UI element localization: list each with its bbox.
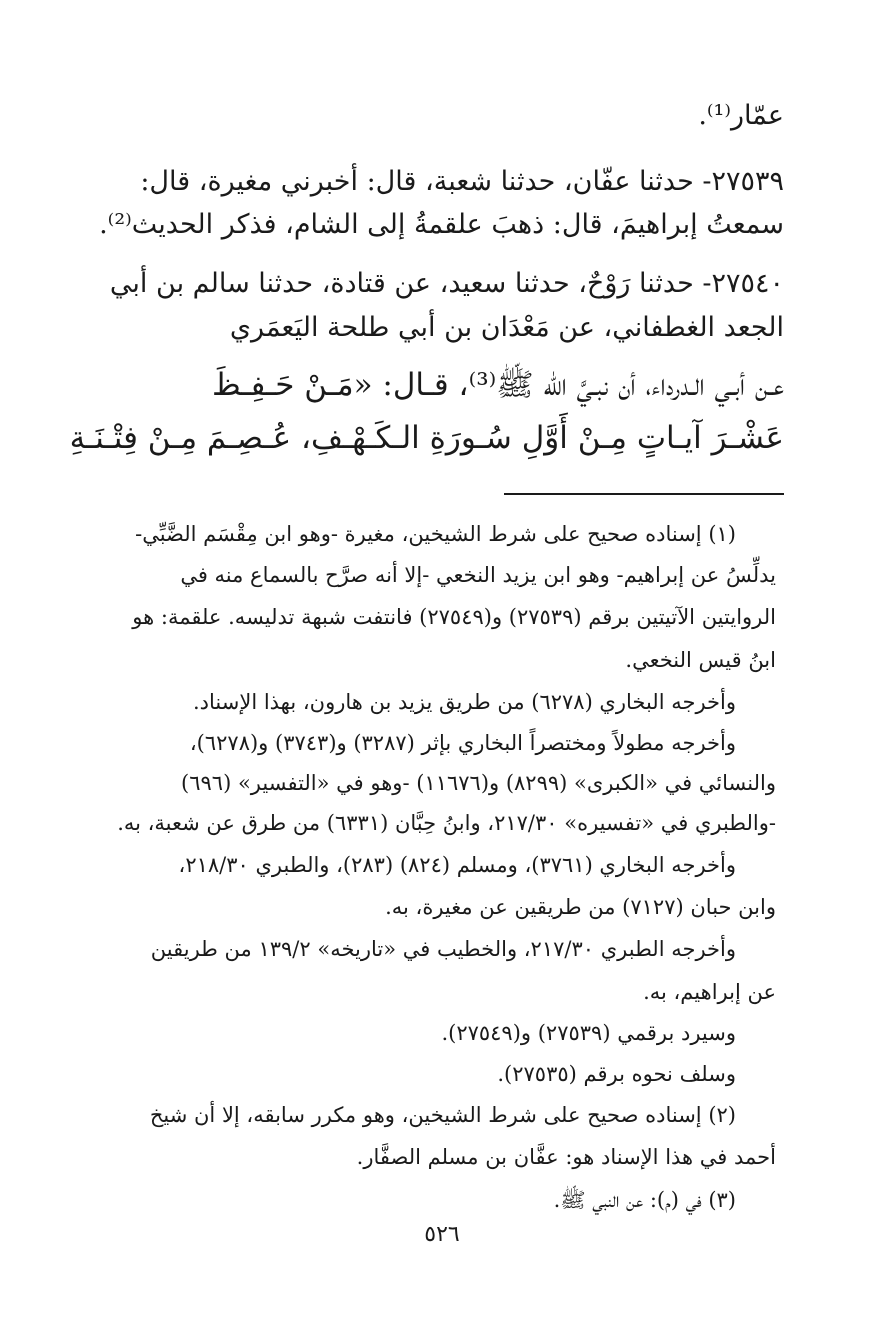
text-line: عمّار⁽¹⁾. [698, 100, 784, 131]
text-line: ٢٧٥٤٠- حدثنا رَوْحٌ، حدثنا سعيد، عن قتادة، حدثنا سالم بن أبي [109, 268, 784, 299]
text-line: الجعد الغطفاني، عن مَعْدَان بن أبي طلحة اليَعمَري [229, 312, 784, 343]
footnote-line: والنسائي في «الكبرى» (٨٢٩٩) و(١١٦٧٦) -وهو في «التفسير» (٦٩٦) [181, 771, 776, 795]
footnote-line: (١) إسناده صحيح على شرط الشيخين، مغيرة -وهو ابن مِقْسَم الضَّبِّي- [135, 522, 736, 546]
footnote-line: وأخرجه البخاري (٣٧٦١)، ومسلم (٨٢٤) (٢٨٣)، والطبري ٢١٨/٣٠، [178, 853, 736, 877]
footnote-line: أحمد في هذا الإسناد هو: عفَّان بن مسلم الصفَّار. [356, 1145, 776, 1169]
footnote-line: عن إبراهيم، به. [643, 980, 776, 1004]
footnote-line: يدلِّسُ عن إبراهيم- وهو ابن يزيد النخعي -إلا أنه صرَّح بالسماع منه في [180, 563, 776, 587]
footnote-line: وأخرجه البخاري (٦٢٧٨) من طريق يزيد بن هارون، بهذا الإسناد. [192, 690, 736, 714]
footnote-separator [504, 493, 784, 495]
footnote-line: وسلف نحوه برقم (٢٧٥٣٥). [497, 1062, 736, 1086]
footnote-line: -والطبري في «تفسيره» ٢١٧/٣٠، وابنُ حِبَّان (٦٣٣١) من طرق عن شعبة، به. [117, 811, 776, 835]
footnote-line: (٢) إسناده صحيح على شرط الشيخين، وهو مكرر سابقه، إلا أن شيخ [149, 1103, 736, 1127]
footnote-line: ابنُ قيس النخعي. [625, 648, 776, 672]
footnote-line: (٣) في (م): عن النبي ﷺ. [553, 1188, 736, 1212]
hadith-line: عـن أبـي الـدرداء، أن نبـيَّ الله ﷺ⁽³⁾، قـال: «مَـنْ حَـفِـظَ [212, 367, 784, 403]
text-line: سمعتُ إبراهيمَ، قال: ذهبَ علقمةُ إلى الشام، فذكر الحديث⁽²⁾. [99, 209, 784, 240]
hadith-line: عَشْـرَ آيـاتٍ مِـنْ أَوَّلِ سُـورَةِ الـكَـهْـفِ، عُـصِـمَ مِـنْ فِتْـنَـةِ [69, 420, 784, 456]
footnote-line: وأخرجه الطبري ٢١٧/٣٠، والخطيب في «تاريخه» ١٣٩/٢ من طريقين [150, 937, 736, 961]
footnote-line: الروايتين الآتيتين برقم (٢٧٥٣٩) و(٢٧٥٤٩) فانتفت شبهة تدليسه. علقمة: هو [132, 605, 776, 629]
footnote-line: وسيرد برقمي (٢٧٥٣٩) و(٢٧٥٤٩). [441, 1021, 736, 1045]
text-line: ٢٧٥٣٩- حدثنا عفّان، حدثنا شعبة، قال: أخبرني مغيرة، قال: [140, 166, 784, 197]
page-number: ٥٢٦ [424, 1222, 460, 1247]
footnote-line: وابن حبان (٧١٢٧) من طريقين عن مغيرة، به. [385, 895, 776, 919]
footnote-line: وأخرجه مطولاً ومختصراً البخاري بإثر (٣٢٨٧) و(٣٧٤٣) و(٦٢٧٨)، [189, 731, 736, 755]
